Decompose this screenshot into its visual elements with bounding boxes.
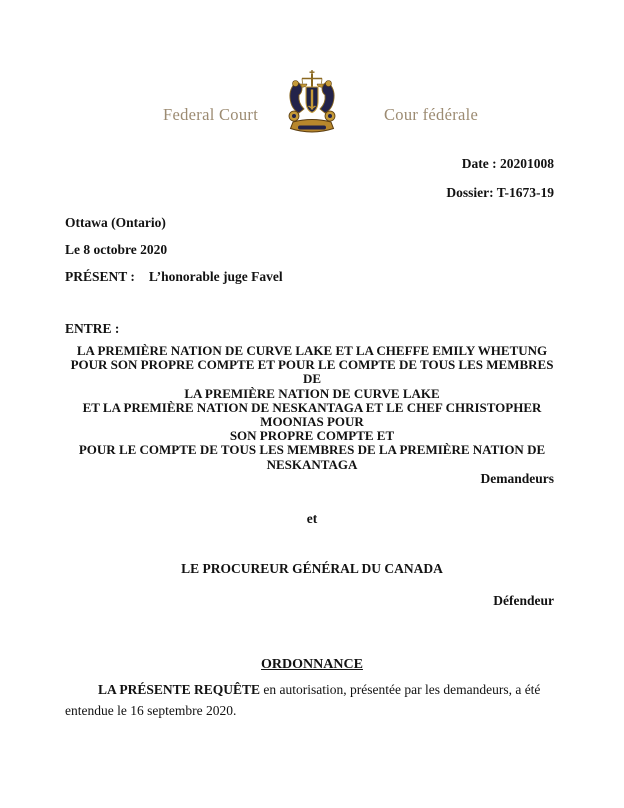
judge-name: L’honorable juge Favel <box>148 269 283 284</box>
order-paragraph-lead: LA PRÉSENTE REQUÊTE <box>98 682 261 697</box>
applicants-line: SON PROPRE COMPTE ET <box>229 428 395 444</box>
court-name-french: Cour fédérale <box>384 105 479 124</box>
applicants-line: NESKANTAGA <box>266 456 358 472</box>
present-label: PRÉSENT : <box>65 269 135 284</box>
applicants-block <box>65 344 559 472</box>
venue-date: Le 8 octobre 2020 <box>65 242 168 257</box>
order-heading-text: ORDONNANCE <box>261 657 363 672</box>
applicants-line: LA PREMIÈRE NATION DE CURVE LAKE <box>184 385 440 401</box>
applicants-role-label: Demandeurs <box>480 471 554 486</box>
applicants-line: LA PREMIÈRE NATION DE CURVE LAKE ET LA CHEFFE EMILY WHETUNG <box>76 343 548 358</box>
federal-court-coat-of-arms-icon <box>283 69 341 136</box>
document-date: Date : 20201008 <box>461 156 554 171</box>
docket-number: Dossier: T-1673-19 <box>446 185 554 200</box>
respondent-name: LE PROCUREUR GÉNÉRAL DU CANADA <box>181 561 443 576</box>
between-label: ENTRE : <box>65 321 120 336</box>
applicants-line: MOONIAS POUR <box>260 414 364 430</box>
court-name-english: Federal Court <box>163 105 259 124</box>
applicants-line: ET LA PREMIÈRE NATION DE NESKANTAGA ET LE CHEF CHRISTOPHER <box>82 399 542 415</box>
applicants-line: POUR SON PROPRE COMPTE ET POUR LE COMPTE DE TOUS LES MEMBRES DE <box>70 357 554 387</box>
order-paragraph <box>65 679 557 721</box>
order-heading <box>65 657 559 673</box>
applicants-line: POUR LE COMPTE DE TOUS LES MEMBRES DE LA PREMIÈRE NATION DE <box>78 442 546 458</box>
presiding-judge-line <box>65 269 283 285</box>
venue-city: Ottawa (Ontario) <box>65 215 166 230</box>
conjunction: et <box>306 511 318 526</box>
order-paragraph-rest: en autorisation, présentée par les demandeurs, a été entendue le 16 septembre 2020. <box>65 682 541 718</box>
respondent-role-label: Défendeur <box>493 593 554 608</box>
